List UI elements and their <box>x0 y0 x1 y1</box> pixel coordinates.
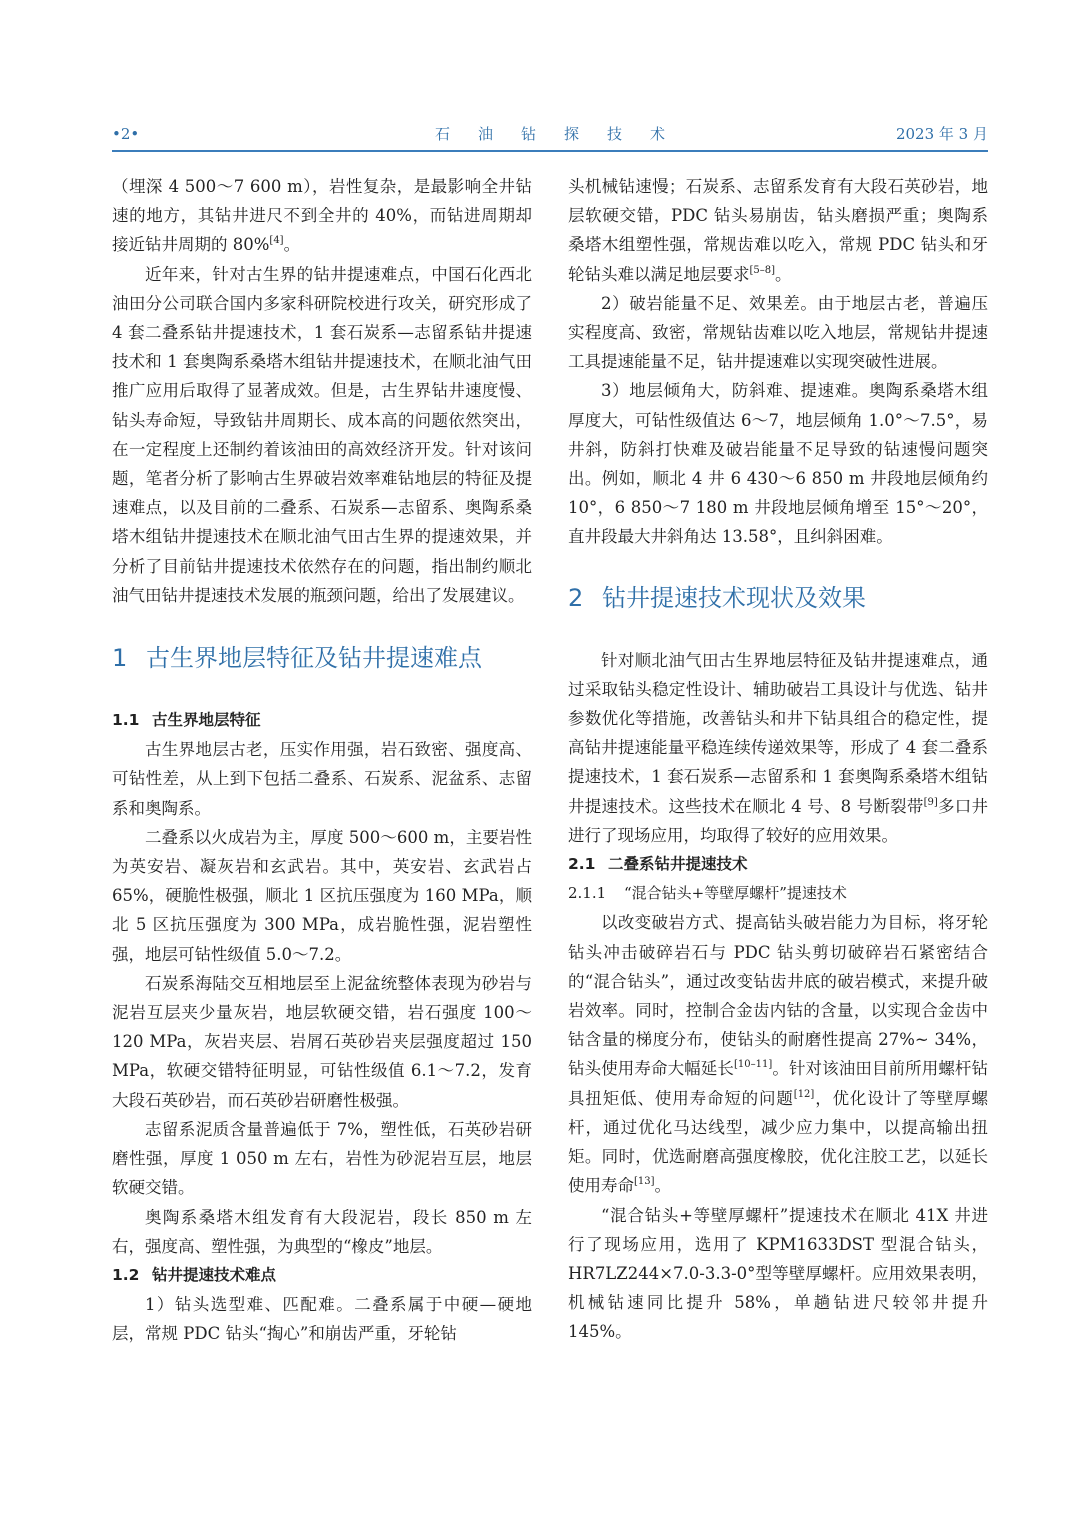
paragraph-recent-work: 近年来，针对古生界的钻井提速难点，中国石化西北油田分公司联合国内多家科研院校进行攻关，研究形成了 4 套二叠系钻井提速技术，1 套石炭系—志留系钻井提速技术和 1 套奥陶系桑塔木组钻井提速技术，在顺北油气田推广应用后取得了显著成效。但是，古生界钻井速度慢、钻头寿命短，导致钻井周期长、成本高的问题依然突出，在一定程度上还制约着该油田的高效经济开发。针对该问题，笔者分析了影响古生界破岩效率难钻地层的特征及提速难点，以及目前的二叠系、石炭系—志留系、奥陶系桑塔木组钻井提速技术在顺北油气田古生界的提速效果，并分析了目前钻井提速技术依然存在的问题，指出制约顺北油气田钻井提速技术发展的瓶颈问题，给出了发展建议。 <box>112 264 532 605</box>
paragraph-carboniferous: 石炭系海陆交互相地层至上泥盆统整体表现为砂岩与泥岩互层夹少量灰岩，地层软硬交错，岩石强度 100～120 MPa，灰岩夹层、岩屑石英砂岩夹层强度超过 150 MPa，软硬交错特征明显，可钻性级值 6.1～7.2，发育大段石英砂岩，而石英砂岩研磨性极强。 <box>112 973 532 1110</box>
header-rule <box>112 150 988 152</box>
citation[interactable]: [4] <box>269 235 284 247</box>
paragraph-section-2-intro: 针对顺北油气田古生界地层特征及钻井提速难点，通过采取钻头稳定性设计、辅助破岩工具设计与优选、钻井参数优化等措施，改善钻头和井下钻具组合的稳定性，提高钻井提速能量平稳连续传递效果等，形成了 4 套二叠系提速技术，1 套石炭系—志留系和 1 套奥陶系桑塔木组钻井提速技术。这些技术在顺北 4 号、8 号断裂带[9]多口井进行了现场应用，均取得了较好的应用效果。 <box>568 650 988 845</box>
running-header <box>112 122 988 150</box>
paragraph-hybrid-bit: 以改变破岩方式、提高钻头破岩能力为目标，将牙轮钻头冲击破碎岩石与 PDC 钻头剪切破碎岩石紧密结合的“混合钻头”，通过改变钻齿井底的破岩模式，来提升破岩效率。同时，控制合金齿内钴的含量，以实现合金齿中钴含量的梯度分布，使钻头的耐磨性提高 27%~ 34%，钻头使用寿命大幅延长[10–11]。针对该油田目前所用螺杆钻具扭矩低、使用寿命短的问题[12]，优化设计了等壁厚螺杆，通过优化马达线型，减少应力集中，以提高输出扭矩。同时，优选耐磨高强度橡胶，优化注胶工艺，以延长使用寿命[13]。 <box>568 913 989 1196</box>
right-column <box>568 172 988 1347</box>
paragraph-field-application: “混合钻头+等壁厚螺杆”提速技术在顺北 41X 井进行了现场应用，选用了 KPM1633DST 型混合钻头，HR7LZ244×7.0-3.3-0°型等壁厚螺杆。应用效果表明，机械钻速同比提升 58%，单趟钻进尺较邻井提升 145%。 <box>568 1205 988 1342</box>
paragraph-ordovician: 奥陶系桑塔木组发育有大段泥岩，段长 850 m 左右，强度高、塑性强，为典型的“橡皮”地层。 <box>112 1207 532 1256</box>
citation[interactable]: [10–11] <box>733 1059 773 1071</box>
paragraph-silurian: 志留系泥质含量普遍低于 7%，塑性低，石英砂岩研磨性强，厚度 1 050 m 左右，岩性为砂泥岩互层，地层软硬交错。 <box>112 1119 532 1198</box>
paragraph-strata-overview: 古生界地层古老，压实作用强，岩石致密、强度高、可钻性差，从上到下包括二叠系、石炭系、泥盆系、志留系和奥陶系。 <box>112 740 532 818</box>
subsection-1-1-heading: 1.1 古生界地层特征 <box>112 711 261 730</box>
paragraph-bit-selection: 1）钻头选型难、匹配难。二叠系属于中硬—硬地层，常规 PDC 钻头“掏心”和崩齿严重，牙轮钻 <box>112 1295 532 1344</box>
citation[interactable]: [13] <box>634 1176 655 1188</box>
subsection-1-2-heading: 1.2 钻井提速技术难点 <box>112 1265 277 1284</box>
page-number: •2• <box>112 125 140 143</box>
section-1-heading: 1 古生界地层特征及钻井提速难点 <box>112 644 482 673</box>
paragraph-intro-continued: （埋深 4 500～7 600 m），岩性复杂，是最影响全井钻速的地方，其钻井进尺不到全井的 40%，而钻进周期却接近钻井周期的 80%[4]。 <box>112 177 532 255</box>
citation[interactable]: [5–8] <box>749 264 776 276</box>
paragraph-bit-selection-continued: 头机械钻速慢；石炭系、志留系发育有大段石英砂岩，地层软硬交错，PDC 钻头易崩齿，钻头磨损严重；奥陶系桑塔木组塑性强，常规齿难以吃入，常规 PDC 钻头和牙轮钻头难以满足地层要求[5–8]。 <box>568 177 988 284</box>
citation[interactable]: [12] <box>793 1088 815 1100</box>
paragraph-permian: 二叠系以火成岩为主，厚度 500～600 m，主要岩性为英安岩、凝灰岩和玄武岩。其中，英安岩、玄武岩占 65%，硬脆性极强，顺北 1 区抗压强度为 160 MPa，顺北 5 区抗压强度为 300 MPa，成岩脆性强，泥岩塑性强，地层可钻性级值 5.0～7.2。 <box>112 827 532 964</box>
subsection-2-1-heading: 2.1 二叠系钻井提速技术 <box>568 855 748 874</box>
citation[interactable]: [9] <box>923 796 938 808</box>
paragraph-dip-angle: 3）地层倾角大，防斜难、提速难。奥陶系桑塔木组厚度大，可钻性级值达 6～7，地层倾角 1.0°～7.5°，易井斜，防斜打快难及破岩能量不足导致的钻速慢问题突出。例如，顺北 4 井 6 430～6 850 m 井段地层倾角约 10°，6 850～7 180 m 井段地层倾角增至 15°～20°，直井段最大井斜角达 13.58°，且纠斜困难。 <box>568 381 988 547</box>
section-2-heading: 2 钻井提速技术现状及效果 <box>568 583 866 612</box>
subsection-2-1-1-heading: 2.1.1 “混合钻头+等壁厚螺杆”提速技术 <box>568 884 847 903</box>
paragraph-energy-insufficient: 2）破岩能量不足、效果差。由于地层古老，普遍压实程度高、致密，常规钻齿难以吃入地层，常规钻井提速工具提速能量不足，钻井提速难以实现突破性进展。 <box>568 293 988 372</box>
issue-date: 2023 年 3 月 <box>895 125 988 143</box>
journal-title: 石油钻探技术 <box>434 125 693 143</box>
left-column <box>112 172 532 1349</box>
